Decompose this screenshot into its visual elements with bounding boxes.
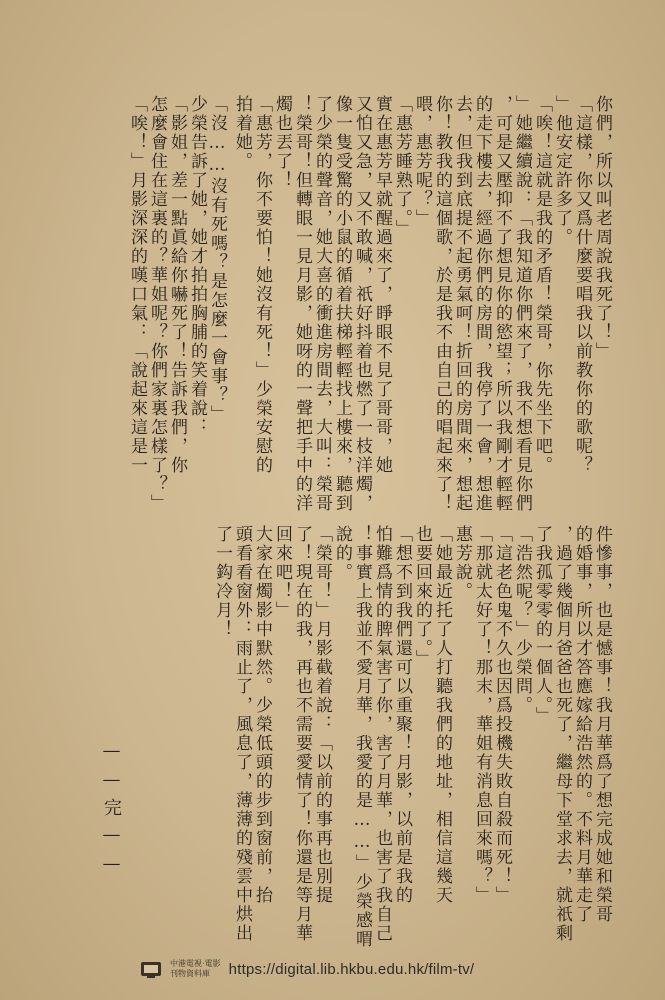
text-column: 的走下樓去，經過你們的房間，我停了一會，想進 (472, 95, 492, 513)
text-column: ，過了幾個月爸爸也死了，繼母下堂求去，就祇剩 (552, 525, 572, 943)
text-column: 「影姐，差一點眞給你嚇死了！告訴我們，你 (167, 95, 187, 475)
text-column: 」她繼續說：「我知道你們來了，我不想看見你們 (512, 95, 532, 513)
text-column: 怕難爲情的脾氣害了你，害了月華，也害了我自己 (372, 525, 392, 943)
text-column: 的婚事，所以才答應嫁給浩然的。不料月華走了 (572, 525, 592, 924)
text-column: 」他安定許多了。 (552, 95, 572, 247)
archive-logo-icon (140, 958, 162, 980)
text-column: 了我孤零零的一個人。」 (532, 525, 552, 726)
text-column: 又怕又急，又不敢喊，祇好抖着也燃了一枝洋燭， (352, 95, 372, 513)
text-column: 燭也丟了！ (272, 95, 292, 190)
watermark-footer (140, 952, 540, 986)
logo-line-2: 刊物資料庫 (170, 969, 210, 978)
text-column: 回來吧！」 (272, 525, 292, 620)
text-column: 「惠芳，你不要怕！她沒有死！」少榮安慰的 (252, 95, 272, 475)
text-column: 了！現在的我，再也不需要愛情了！你還是等月華 (292, 525, 312, 943)
text-column: 也要回來的了。」 (412, 525, 432, 669)
text-column: 拍着她。 (232, 95, 252, 171)
text-column: 「唉！」月影深深的嘆口氣：「說起來這是一 (127, 95, 147, 475)
text-column: 「那就太好了！那末，華姐有消息回來嗎？」 (472, 525, 492, 905)
archive-logo-text (170, 959, 221, 979)
logo-line-1: 中港電視·電影 (170, 959, 221, 968)
text-column: 「唉！這就是我的矛盾！榮哥，你先坐下吧。 (532, 95, 552, 475)
text-column: 「浩然呢？」少榮問。 (512, 525, 532, 715)
text-column: 大家在燭影中默然。少榮低頭的步到窗前，抬 (252, 525, 272, 905)
archive-url-link[interactable]: https://digital.lib.hkbu.edu.hk/film-tv/ (228, 960, 475, 978)
text-column: ，可是又壓抑不了想見你的慾望；所以我剛才輕輕 (492, 95, 512, 513)
text-column: ！事實上我並不愛月華，我愛的是……」少榮感喟 (352, 525, 372, 949)
text-column: 件慘事，也是憾事！我月華爲了想完成她和榮哥 (592, 525, 612, 924)
text-column: 像一隻受驚的小鼠的循着扶梯輕輕找上樓來，聽到 (332, 95, 352, 513)
text-column: 惠芳說。 (452, 525, 472, 601)
text-column: 「榮哥！」月影截着說：「以前的事再也別提 (312, 525, 332, 905)
text-column: ！榮哥！但轉眼一見月影，她呀的一聲把手中的洋 (292, 95, 312, 513)
text-column: 「惠芳睡熟了。」 (392, 95, 412, 239)
text-column: 「想不到我們還可以重聚！月影，以前是我的 (392, 525, 412, 905)
text-column: 「這老色鬼不久也因爲投機失敗自殺而死！」 (492, 525, 512, 905)
text-column: 去，但我到底提不起勇氣呵！折回的房間來，想起 (452, 95, 472, 513)
text-column: 少榮告訴了她，她才拍拍胸脯的笑着說： (187, 95, 207, 437)
text-column: 你們，所以叫老周說我死了！」 (592, 95, 612, 361)
text-column: 喂，惠芳呢？」 (412, 95, 432, 228)
text-column: 頭看看窗外：雨止了，風息了，薄薄的殘雲中烘出 (232, 525, 252, 943)
text-column: 「她最近托了人打聽我們的地址，相信這幾天 (432, 525, 452, 905)
text-column: 說的。 (332, 525, 352, 582)
text-column: 「沒……沒有死嗎？是怎麼一會事？」 (207, 95, 227, 424)
text-column: 了一鈎冷月！ (212, 525, 232, 639)
text-column: 了少榮的聲音，她大喜的衝進房間去，大叫：榮哥 (312, 95, 332, 513)
text-column: 你！教我的這個歌，於是我不由自己的唱起來了！ (432, 95, 452, 513)
text-column: 怎麼會住在這裏的？華姐呢？你們家裏怎樣了？」 (147, 95, 167, 513)
end-mark: ——完—— (101, 740, 122, 882)
text-column: 「這樣，你又爲什麼要唱我以前教你的歌呢？ (572, 95, 592, 475)
text-column: 實在惠芳早就醒過來了，睜眼不見了哥哥，她 (372, 95, 392, 475)
